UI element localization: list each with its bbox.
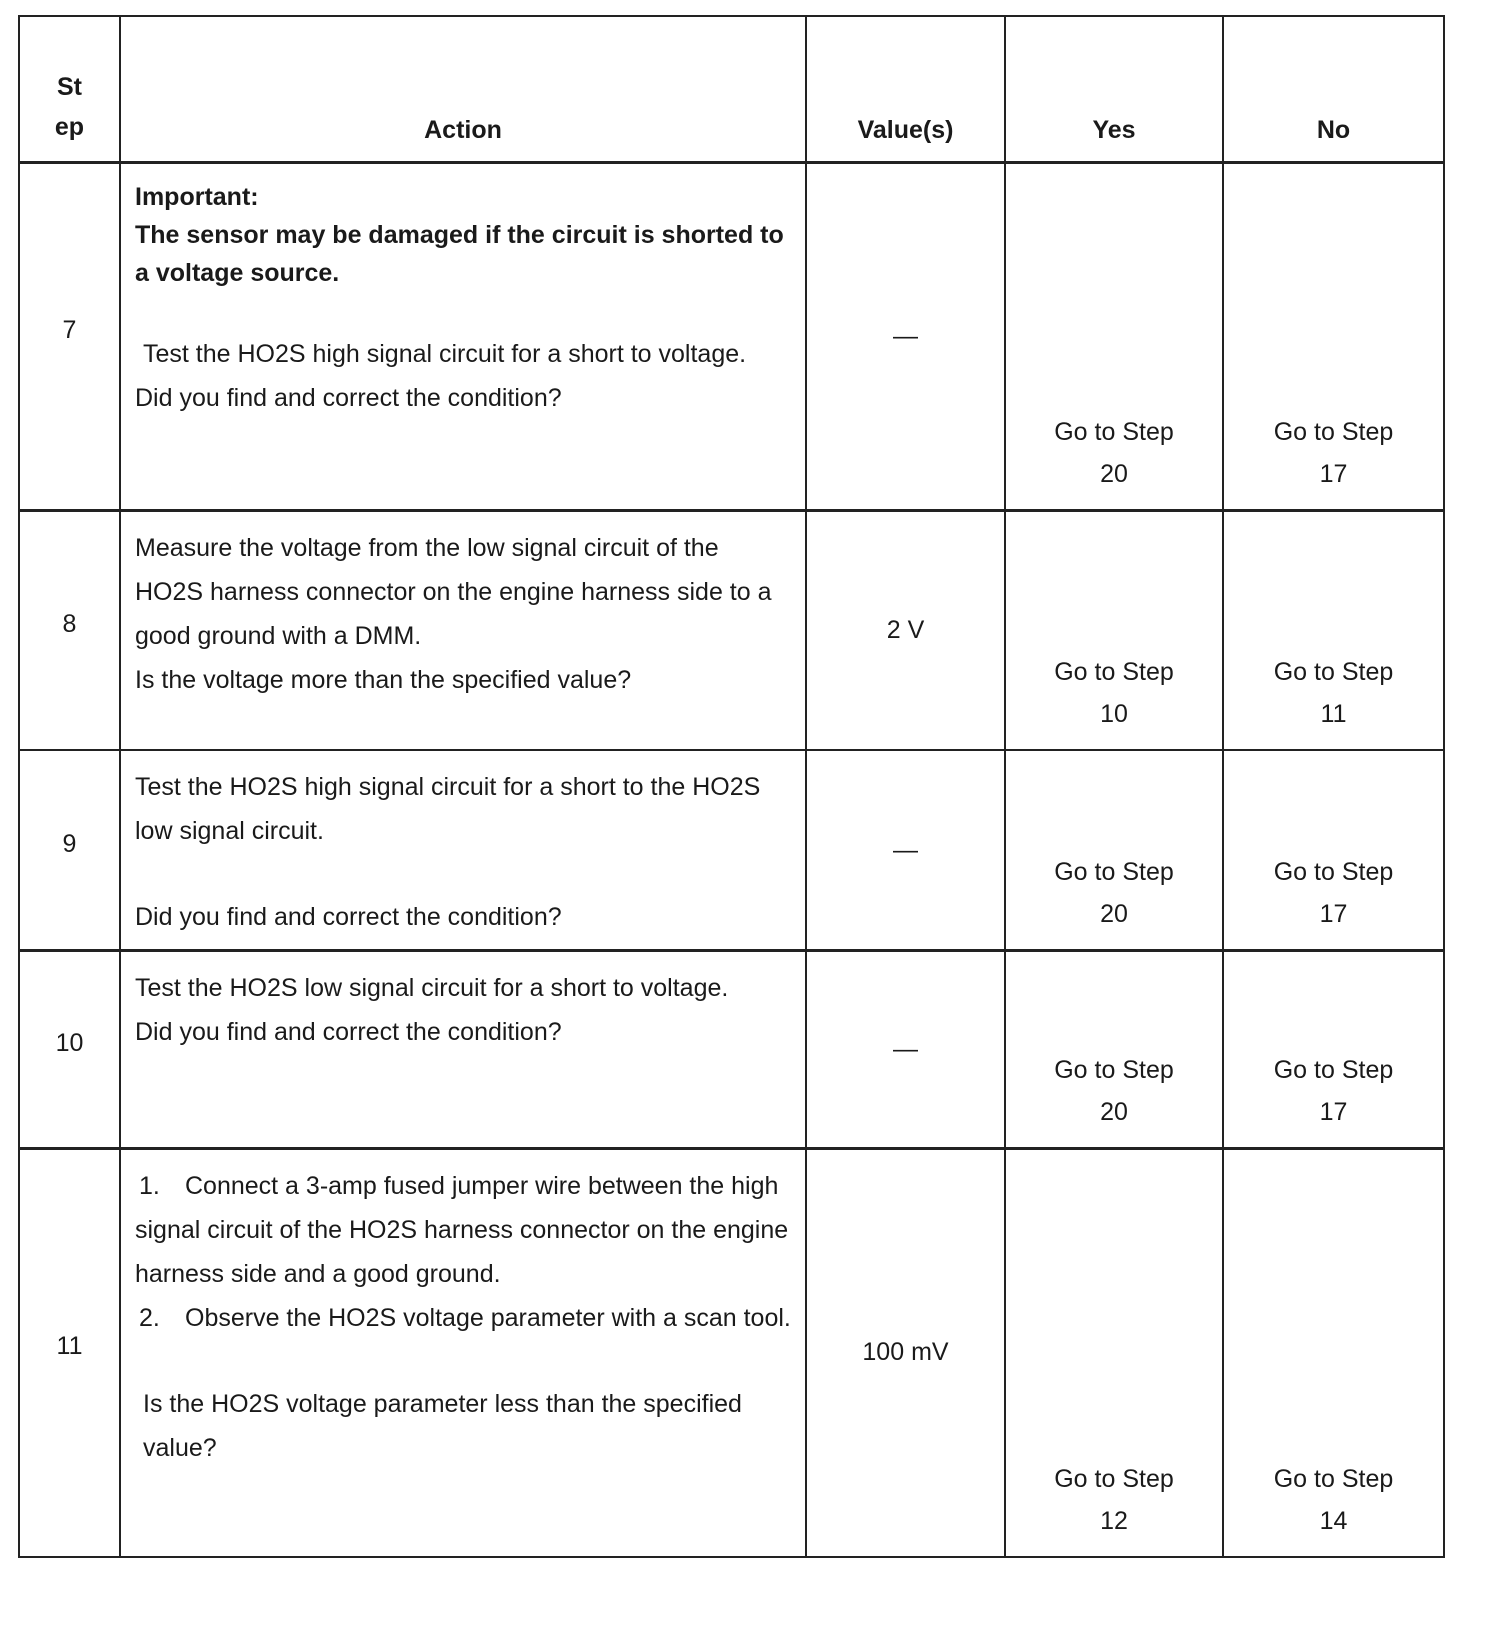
- step-cell: [19, 750, 120, 951]
- no-cell: [1223, 951, 1444, 1149]
- action-question: Did you find and correct the condition?: [135, 383, 562, 412]
- no-cell: [1223, 1149, 1444, 1557]
- step-number: 10: [55, 1029, 84, 1057]
- step-number: 7: [62, 315, 77, 344]
- no-cell: [1223, 510, 1444, 750]
- action-cell: [120, 750, 806, 951]
- table-header-row: [19, 16, 1444, 162]
- action-text: Test the HO2S low signal circuit for a short to voltage.: [135, 974, 729, 1002]
- value-cell: [806, 951, 1005, 1149]
- header-yes: Yes: [1005, 16, 1223, 162]
- no-goto-step: 17: [1319, 459, 1348, 488]
- no-goto-step: 11: [1320, 700, 1347, 728]
- no-goto-step: 17: [1319, 1098, 1348, 1126]
- table-row: [19, 162, 1444, 510]
- yes-goto-label: Go to Step: [1054, 1464, 1174, 1493]
- no-goto-step: 14: [1319, 1506, 1348, 1535]
- value-text: 2 V: [886, 615, 925, 644]
- action-cell: [120, 510, 806, 750]
- important-label: Important:: [135, 182, 259, 211]
- step-number: 8: [62, 609, 77, 638]
- step-cell: [19, 162, 120, 510]
- header-action: Action: [120, 16, 806, 162]
- header-step: St ep: [19, 16, 120, 162]
- action-question: Is the voltage more than the specified value?: [135, 665, 632, 694]
- yes-goto-step: 20: [1100, 900, 1128, 928]
- action-cell: [120, 162, 806, 510]
- no-cell: [1223, 750, 1444, 951]
- action-list-item: 1. Connect a 3-amp fused jumper wire between the high signal circuit of the HO2S harness connector on the engine harness side and a good ground.: [135, 1172, 789, 1288]
- yes-goto-step: 20: [1100, 459, 1128, 488]
- yes-goto-label: Go to Step: [1054, 858, 1174, 886]
- action-question: Did you find and correct the condition?: [135, 903, 562, 931]
- yes-goto-label: Go to Step: [1054, 1056, 1174, 1084]
- no-goto-label: Go to Step: [1273, 417, 1394, 446]
- no-goto-step: 17: [1319, 900, 1348, 928]
- value-cell: [806, 1149, 1005, 1557]
- step-number: 11: [56, 1332, 83, 1361]
- table-row: [19, 750, 1444, 951]
- action-question: Did you find and correct the condition?: [135, 1018, 562, 1046]
- header-no: No: [1223, 16, 1444, 162]
- diagnostic-table: [18, 15, 1445, 1558]
- yes-goto-step: 12: [1100, 1506, 1128, 1535]
- table-row: [19, 510, 1444, 750]
- no-goto-label: Go to Step: [1273, 1056, 1394, 1084]
- yes-cell: [1005, 162, 1223, 510]
- table-row: [19, 951, 1444, 1149]
- action-text: Measure the voltage from the low signal circuit of the HO2S harness connector on the engine harness side to a good ground with a DMM.: [135, 533, 772, 650]
- value-text: —: [893, 1035, 918, 1063]
- yes-cell: [1005, 750, 1223, 951]
- value-text: —: [893, 835, 918, 864]
- yes-goto-label: Go to Step: [1054, 417, 1174, 446]
- action-cell: [120, 1149, 806, 1557]
- no-goto-label: Go to Step: [1273, 858, 1394, 886]
- yes-cell: [1005, 510, 1223, 750]
- action-text: Test the HO2S high signal circuit for a short to voltage.: [143, 339, 747, 368]
- value-cell: [806, 510, 1005, 750]
- no-goto-label: Go to Step: [1273, 658, 1394, 686]
- action-list-item: 2. Observe the HO2S voltage parameter with a scan tool.: [139, 1304, 791, 1332]
- important-text: The sensor may be damaged if the circuit is shorted to a voltage source.: [135, 220, 784, 287]
- step-cell: [19, 951, 120, 1149]
- yes-cell: [1005, 951, 1223, 1149]
- value-cell: [806, 162, 1005, 510]
- step-cell: [19, 510, 120, 750]
- value-cell: [806, 750, 1005, 951]
- header-value: Value(s): [806, 16, 1005, 162]
- yes-goto-step: 10: [1100, 700, 1128, 728]
- action-cell: [120, 951, 806, 1149]
- no-goto-label: Go to Step: [1273, 1464, 1394, 1493]
- no-cell: [1223, 162, 1444, 510]
- yes-cell: [1005, 1149, 1223, 1557]
- table-row: [19, 1149, 1444, 1557]
- value-text: —: [893, 321, 918, 350]
- yes-goto-label: Go to Step: [1054, 658, 1174, 686]
- yes-goto-step: 20: [1100, 1098, 1128, 1126]
- action-text: Test the HO2S high signal circuit for a short to the HO2S low signal circuit.: [135, 773, 761, 845]
- step-number: 9: [62, 829, 77, 858]
- step-cell: [19, 1149, 120, 1557]
- value-text: 100 mV: [862, 1338, 949, 1367]
- action-question: Is the HO2S voltage parameter less than the specified value?: [143, 1390, 742, 1462]
